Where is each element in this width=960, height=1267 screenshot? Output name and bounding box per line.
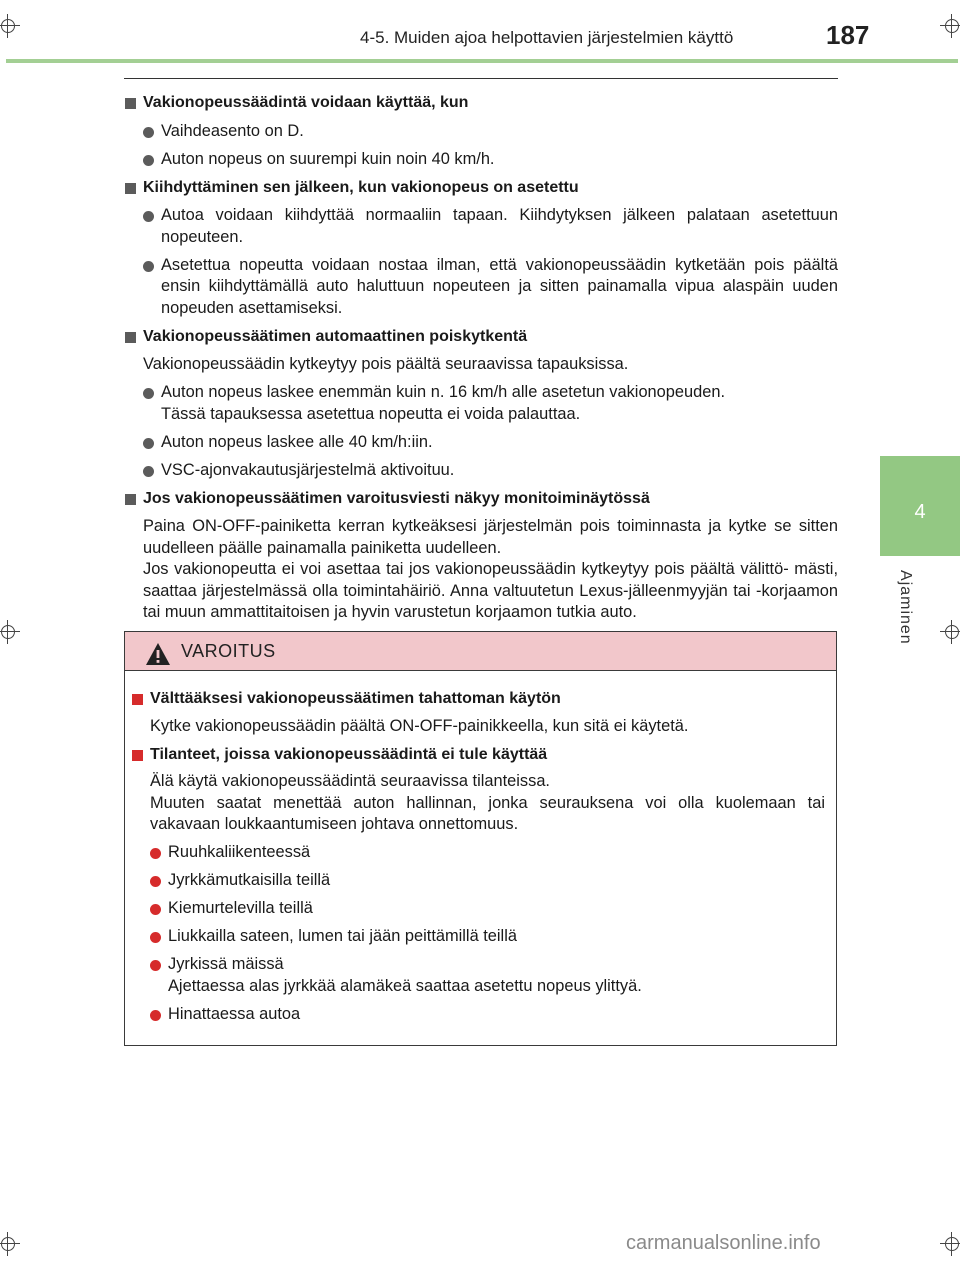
section-heading: Vakionopeussäädintä voidaan käyttää, kun xyxy=(124,92,838,114)
list-item: Vaihdeasento on D. xyxy=(124,121,838,143)
round-bullet-icon xyxy=(150,904,161,915)
paragraph: Muuten saatat menettää auton hallinnan, jonka seurauksena voi olla kuolemaan tai vakavaan loukkaantumiseen johtava onnettomuus. xyxy=(150,793,825,833)
registration-mark-bottom-right xyxy=(940,1232,960,1256)
list-item: VSC-ajonvakautusjärjestelmä aktivoituu. xyxy=(124,460,838,482)
round-bullet-icon xyxy=(143,466,154,477)
section-title: 4-5. Muiden ajoa helpottavien järjestelmien käyttö xyxy=(360,28,734,47)
round-bullet-icon xyxy=(143,438,154,449)
list-item: Ruuhkaliikenteessä xyxy=(131,842,825,864)
paragraph: Kytke vakionopeussäädin päältä ON-OFF-painikkeella, kun sitä ei käytetä. xyxy=(150,716,689,735)
square-bullet-icon xyxy=(125,183,136,194)
list-item: Auton nopeus laskee enemmän kuin n. 16 km/h alle asetetun vakionopeuden. Tässä tapauksessa asetettua nopeutta ei voida palauttaa. xyxy=(124,382,838,425)
square-bullet-icon xyxy=(125,494,136,505)
list-item: Autoa voidaan kiihdyttää normaaliin tapaan. Kiihdytyksen jälkeen palataan asetettuun nopeuteen. xyxy=(124,205,838,248)
round-bullet-icon xyxy=(150,960,161,971)
square-bullet-icon xyxy=(125,332,136,343)
registration-mark-top-right xyxy=(940,14,960,38)
warning-body xyxy=(131,688,825,1032)
round-bullet-icon xyxy=(143,155,154,166)
main-content xyxy=(124,92,838,630)
header-divider xyxy=(124,78,838,79)
paragraph: Vakionopeussäädin kytkeytyy pois päältä seuraavissa tapauksissa. xyxy=(143,355,629,373)
round-bullet-icon xyxy=(143,211,154,222)
warning-title: VAROITUS xyxy=(181,641,276,661)
square-bullet-icon xyxy=(125,98,136,109)
round-bullet-icon xyxy=(150,876,161,887)
paragraph: Jos vakionopeutta ei voi asettaa tai jos vakionopeussäädin kytkeytyy pois päältä välittö- mästi, saattaa järjestelmässä olla toimintahäiriö. Anna valtuutetun Lexus-jälleenmyyjän tai -korjaamon tai muun ammattitaitoisen ja hyvin varustetun korjaamon tutkia auto. xyxy=(143,560,838,621)
list-item: Hinattaessa autoa xyxy=(131,1004,825,1026)
square-bullet-icon xyxy=(132,750,143,761)
round-bullet-icon xyxy=(150,1010,161,1021)
header-accent-bar xyxy=(6,59,958,63)
list-item: Jyrkkämutkaisilla teillä xyxy=(131,870,825,892)
square-bullet-icon xyxy=(132,694,143,705)
warning-heading: Tilanteet, joissa vakionopeussäädintä ei tule käyttää xyxy=(131,744,825,766)
registration-mark-middle-right xyxy=(940,620,960,644)
section-heading: Kiihdyttäminen sen jälkeen, kun vakionopeus on asetettu xyxy=(124,177,838,199)
list-item: Asetettua nopeutta voidaan nostaa ilman, että vakionopeussäädin kytketään pois päältä ensin kiihdyttämällä auto haluttuun nopeuteen ja sitten painamalla vipua alaspäin uuden nopeuden asettamiseksi. xyxy=(124,255,838,320)
list-item: Auton nopeus on suurempi kuin noin 40 km/h. xyxy=(124,149,838,171)
registration-mark-bottom-left xyxy=(0,1232,20,1256)
round-bullet-icon xyxy=(143,388,154,399)
watermark: carmanualsonline.info xyxy=(626,1232,821,1254)
round-bullet-icon xyxy=(150,848,161,859)
round-bullet-icon xyxy=(143,127,154,138)
registration-mark-top-left xyxy=(0,14,20,38)
chapter-label: Ajaminen xyxy=(897,570,914,645)
list-item: Kiemurtelevilla teillä xyxy=(131,898,825,920)
warning-header xyxy=(125,632,836,671)
page-number: 187 xyxy=(826,20,870,50)
paragraph: Paina ON-OFF-painiketta kerran kytkeäksesi järjestelmän pois toiminnasta ja kytke se sitten uudelleen päälle painamalla painiketta uudelleen. xyxy=(143,517,838,557)
chapter-tab: 4 xyxy=(880,456,960,556)
round-bullet-icon xyxy=(150,932,161,943)
warning-heading: Välttääksesi vakionopeussäätimen tahattoman käytön xyxy=(131,688,825,710)
section-heading: Vakionopeussäätimen automaattinen poiskytkentä xyxy=(124,326,838,348)
list-item: Jyrkissä mäissä Ajettaessa alas jyrkkää alamäkeä saattaa asetettu nopeus ylittyä. xyxy=(131,954,825,997)
list-item: Auton nopeus laskee alle 40 km/h:iin. xyxy=(124,432,838,454)
round-bullet-icon xyxy=(143,261,154,272)
list-item: Liukkailla sateen, lumen tai jään peittämillä teillä xyxy=(131,926,825,948)
warning-box xyxy=(124,631,837,1046)
warning-triangle-icon xyxy=(145,642,171,666)
paragraph: Älä käytä vakionopeussäädintä seuraavissa tilanteissa. xyxy=(150,772,550,790)
registration-mark-middle-left xyxy=(0,620,20,644)
section-heading: Jos vakionopeussäätimen varoitusviesti näkyy monitoiminäytössä xyxy=(124,488,838,510)
